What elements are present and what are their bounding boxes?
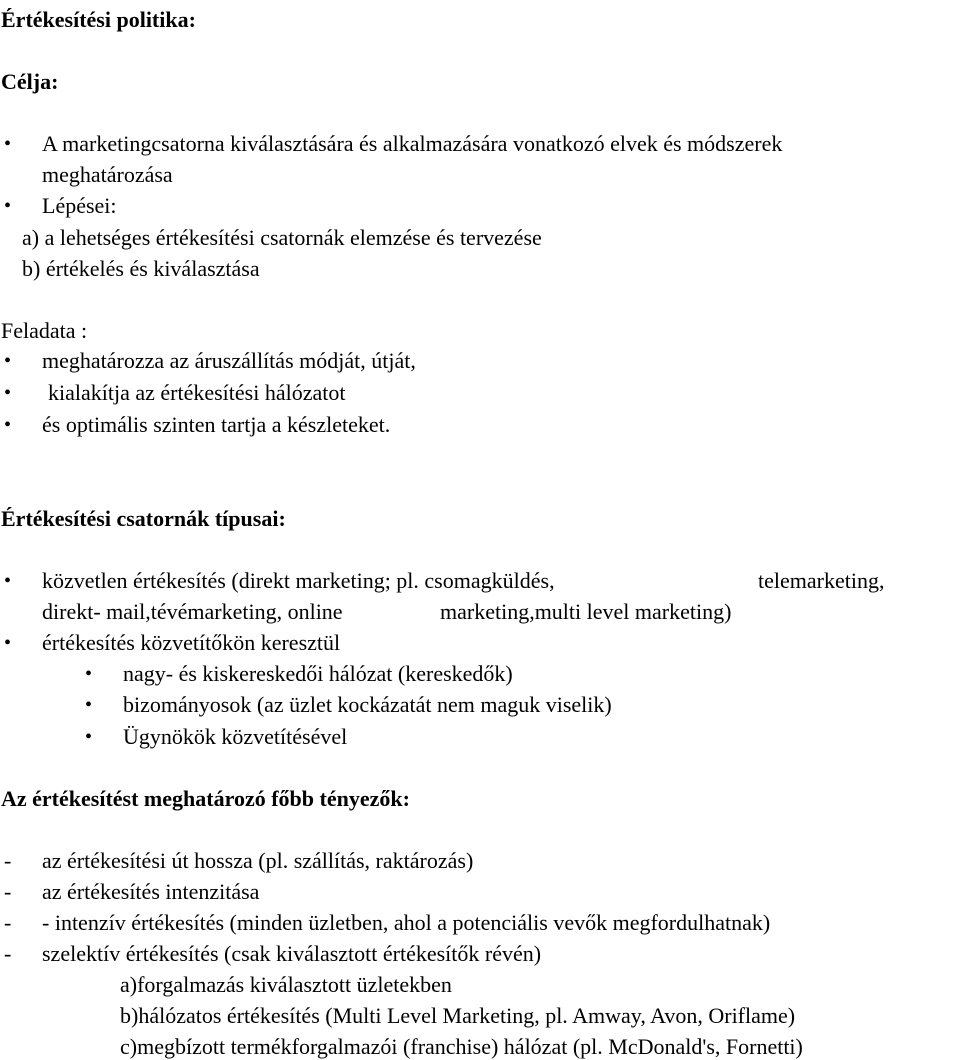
goal-step-b: b) értékelés és kiválasztása [22,256,260,281]
goal-item-1: A marketingcsatorna kiválasztására és alkalmazására vonatkozó elvek és módszerek [42,131,783,156]
channels-heading: Értékesítési csatornák típusai: [1,506,286,531]
goal-heading: Célja: [1,69,59,94]
bullet-icon: • [85,726,93,748]
bullet-icon: • [4,632,12,654]
task-item-2: kialakítja az értékesítési hálózatot [48,380,346,405]
channel-direct-line2b: marketing,multi level marketing) [440,599,732,624]
channel-indirect-sub-3: Ügynökök közvetítésével [123,724,348,749]
bullet-icon: • [4,350,12,372]
dash-marker: - [4,848,12,873]
channel-direct-line2a: direkt- mail,tévémarketing, online [42,599,343,624]
factor-item-1: az értékesítési út hossza (pl. szállítás, raktározás) [42,848,474,873]
goal-item-1-cont: meghatározása [42,162,173,187]
dash-marker: - [4,879,12,904]
dash-marker: - [4,910,12,935]
channel-indirect-sub-1: nagy- és kiskereskedői hálózat (kereskedők) [123,661,513,686]
bullet-icon: • [4,382,12,404]
page-title: Értékesítési politika: [1,7,196,32]
task-heading: Feladata : [1,318,88,343]
channel-indirect: értékesítés közvetítőkön keresztül [42,630,341,655]
channel-direct-line1b: telemarketing, [758,568,885,593]
goal-item-steps: Lépései: [42,193,117,218]
bullet-icon: • [4,195,12,217]
factor-item-3: - intenzív értékesítés (minden üzletben, ahol a potenciális vevők megfordulhatnak) [42,910,771,935]
task-item-1: meghatározza az áruszállítás módját, útját, [42,348,416,373]
bullet-icon: • [4,133,12,155]
channel-indirect-sub-2: bizományosok (az üzlet kockázatát nem maguk viselik) [123,692,612,717]
goal-step-a: a) a lehetséges értékesítési csatornák elemzése és tervezése [22,225,542,250]
channel-direct-line1a: közvetlen értékesítés (direkt marketing; pl. csomagküldés, [42,568,555,593]
factor-sub-1: a)forgalmazás kiválasztott üzletekben [120,972,452,997]
factor-item-4: szelektív értékesítés (csak kiválasztott értékesítők révén) [42,941,542,966]
bullet-icon: • [85,663,93,685]
task-item-3: és optimális szinten tartja a készleteket. [42,412,391,437]
dash-marker: - [4,941,12,966]
bullet-icon: • [4,570,12,592]
bullet-icon: • [4,414,12,436]
bullet-icon: • [85,694,93,716]
factors-heading: Az értékesítést meghatározó főbb tényezők: [1,786,410,811]
factor-sub-2: b)hálózatos értékesítés (Multi Level Marketing, pl. Amway, Avon, Oriflame) [120,1003,796,1028]
factor-item-2: az értékesítés intenzitása [42,879,260,904]
factor-sub-3: c)megbízott termékforgalmazói (franchise) hálózat (pl. McDonald's, Fornetti) [120,1034,803,1059]
